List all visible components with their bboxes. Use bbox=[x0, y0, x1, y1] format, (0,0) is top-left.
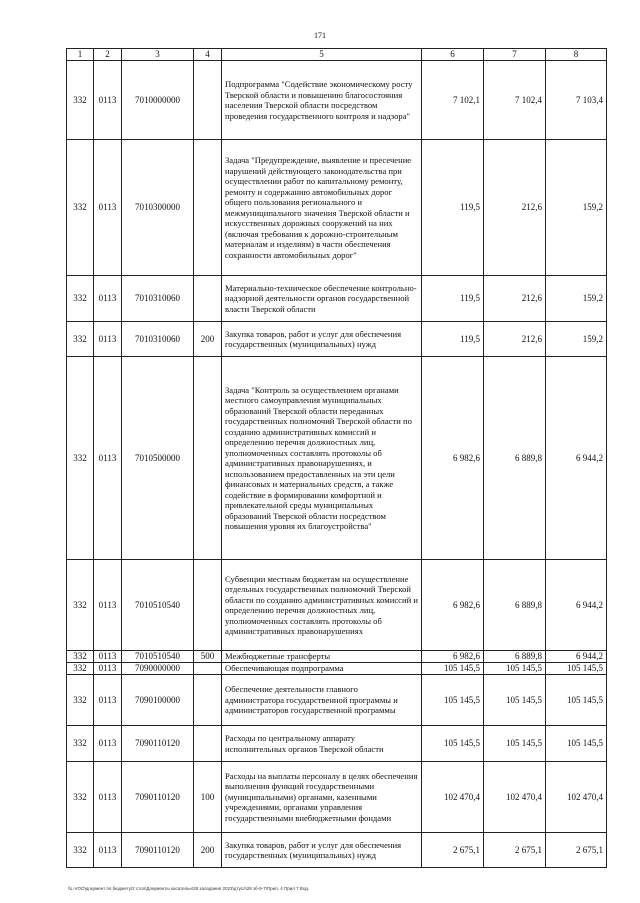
admin-code: 332 bbox=[67, 833, 94, 868]
amount-year-1: 105 145,5 bbox=[422, 675, 484, 726]
section-code: 0113 bbox=[94, 357, 122, 560]
admin-code: 332 bbox=[67, 675, 94, 726]
amount-year-3: 105 145,5 bbox=[546, 675, 607, 726]
amount-year-1: 105 145,5 bbox=[422, 663, 484, 675]
item-name: Субвенции местным бюджетам на осуществление отдельных государственных полномочий Тверской области по созданию административных комиссий и определению перечня должностных лиц, уполномоченных составлять протоколы об административных правонарушениях bbox=[222, 560, 422, 651]
amount-year-2: 212,6 bbox=[484, 140, 546, 276]
admin-code: 332 bbox=[67, 61, 94, 140]
column-number: 3 bbox=[122, 49, 194, 61]
page-number: 171 bbox=[314, 31, 326, 40]
amount-year-3: 6 944,2 bbox=[546, 357, 607, 560]
admin-code: 332 bbox=[67, 276, 94, 322]
section-code: 0113 bbox=[94, 663, 122, 675]
column-number: 2 bbox=[94, 49, 122, 61]
expense-type-code: 200 bbox=[194, 322, 222, 357]
amount-year-2: 212,6 bbox=[484, 322, 546, 357]
column-number: 7 bbox=[484, 49, 546, 61]
target-article-code: 7090100000 bbox=[122, 675, 194, 726]
section-code: 0113 bbox=[94, 276, 122, 322]
amount-year-1: 6 982,6 bbox=[422, 651, 484, 663]
section-code: 0113 bbox=[94, 762, 122, 833]
admin-code: 332 bbox=[67, 560, 94, 651]
target-article-code: 7010300000 bbox=[122, 140, 194, 276]
table-row bbox=[67, 762, 607, 833]
column-number: 5 bbox=[222, 49, 422, 61]
amount-year-2: 102 470,4 bbox=[484, 762, 546, 833]
expense-type-code bbox=[194, 663, 222, 675]
expense-type-code: 500 bbox=[194, 651, 222, 663]
section-code: 0113 bbox=[94, 833, 122, 868]
amount-year-1: 105 145,5 bbox=[422, 726, 484, 762]
item-name: Обеспечение деятельности главного администратора государственной программы и администраторов государственной программы bbox=[222, 675, 422, 726]
admin-code: 332 bbox=[67, 663, 94, 675]
amount-year-1: 7 102,1 bbox=[422, 61, 484, 140]
amount-year-3: 6 944,2 bbox=[546, 651, 607, 663]
section-code: 0113 bbox=[94, 140, 122, 276]
table-row bbox=[67, 663, 607, 675]
amount-year-1: 102 470,4 bbox=[422, 762, 484, 833]
expense-type-code bbox=[194, 357, 222, 560]
table-row bbox=[67, 651, 607, 663]
amount-year-2: 6 889,8 bbox=[484, 651, 546, 663]
target-article-code: 7010000000 bbox=[122, 61, 194, 140]
amount-year-2: 105 145,5 bbox=[484, 726, 546, 762]
section-code: 0113 bbox=[94, 726, 122, 762]
amount-year-3: 6 944,2 bbox=[546, 560, 607, 651]
amount-year-1: 119,5 bbox=[422, 140, 484, 276]
amount-year-1: 6 982,6 bbox=[422, 560, 484, 651]
amount-year-3: 105 145,5 bbox=[546, 663, 607, 675]
table-row bbox=[67, 560, 607, 651]
item-name: Задача "Контроль за осуществлением органами местного самоуправления муниципальных образований Тверской области переданных государственных полномочий Тверской области по созданию административных комиссий и определению перечня должностных лиц, уполномоченных составлять протоколы об административных правонарушениях, и использованием предоставленных на эти цели финансовых и материальных средств, а также содействие в формировании комфортной и привлекательной среды муниципальных образований Тверской области посредством повышения уровня их благоустройства" bbox=[222, 357, 422, 560]
item-name: Расходы по центральному аппарату исполнительных органов Тверской области bbox=[222, 726, 422, 762]
target-article-code: 7010310060 bbox=[122, 322, 194, 357]
target-article-code: 7090000000 bbox=[122, 663, 194, 675]
admin-code: 332 bbox=[67, 651, 94, 663]
expense-type-code: 100 bbox=[194, 762, 222, 833]
column-number: 6 bbox=[422, 49, 484, 61]
section-code: 0113 bbox=[94, 651, 122, 663]
expense-type-code bbox=[194, 675, 222, 726]
column-number: 1 bbox=[67, 49, 94, 61]
item-name: Расходы на выплаты персоналу в целях обеспечения выполнения функций государственными (муниципальными) органами, казенными учреждениями, органами управления государственными внебюджетными фондами bbox=[222, 762, 422, 833]
item-name: Задача "Предупреждение, выявление и пресечение нарушений действующего законодательства при осуществлении работ по капитальному ремонту, ремонту и содержанию автомобильных дорог общего пользования регионального и межмуниципального значения Тверской области и искусственных дорожных сооружений на них (включая требования к дорожно-строительным материалам и изделиям) в части обеспечения сохранности автомобильных дорог" bbox=[222, 140, 422, 276]
item-name: Закупка товаров, работ и услуг для обеспечения государственных (муниципальных) нужд bbox=[222, 833, 422, 868]
target-article-code: 7090110120 bbox=[122, 833, 194, 868]
item-name: Обеспечивающая подпрограмма bbox=[222, 663, 422, 675]
amount-year-2: 2 675,1 bbox=[484, 833, 546, 868]
admin-code: 332 bbox=[67, 726, 94, 762]
target-article-code: 7090110120 bbox=[122, 762, 194, 833]
target-article-code: 7090110120 bbox=[122, 726, 194, 762]
table-row bbox=[67, 61, 607, 140]
amount-year-3: 2 675,1 bbox=[546, 833, 607, 868]
table-row bbox=[67, 357, 607, 560]
amount-year-1: 2 675,1 bbox=[422, 833, 484, 868]
table-row bbox=[67, 833, 607, 868]
table-row bbox=[67, 675, 607, 726]
table-row bbox=[67, 276, 607, 322]
expense-type-code bbox=[194, 726, 222, 762]
item-name: Подпрограмма "Содействие экономическому росту Тверской области и повышению благосостояния населения Тверской области посредством проведения государственного контроля и надзора" bbox=[222, 61, 422, 140]
expense-type-code bbox=[194, 560, 222, 651]
column-number: 8 bbox=[546, 49, 607, 61]
amount-year-2: 105 145,5 bbox=[484, 663, 546, 675]
admin-code: 332 bbox=[67, 762, 94, 833]
budget-table bbox=[66, 48, 607, 868]
target-article-code: 7010510540 bbox=[122, 560, 194, 651]
item-name: Закупка товаров, работ и услуг для обеспечения государственных (муниципальных) нужд bbox=[222, 322, 422, 357]
target-article-code: 7010510540 bbox=[122, 651, 194, 663]
expense-type-code bbox=[194, 276, 222, 322]
amount-year-3: 159,2 bbox=[546, 140, 607, 276]
amount-year-2: 7 102,4 bbox=[484, 61, 546, 140]
amount-year-3: 105 145,5 bbox=[546, 726, 607, 762]
item-name: Материально-техническое обеспечение контрольно-надзорной деятельности органов государственной власти Тверской области bbox=[222, 276, 422, 322]
section-code: 0113 bbox=[94, 675, 122, 726]
admin-code: 332 bbox=[67, 357, 94, 560]
column-number-row bbox=[67, 49, 607, 61]
amount-year-3: 7 103,4 bbox=[546, 61, 607, 140]
column-number: 4 bbox=[194, 49, 222, 61]
admin-code: 332 bbox=[67, 322, 94, 357]
amount-year-3: 102 470,4 bbox=[546, 762, 607, 833]
section-code: 0113 bbox=[94, 322, 122, 357]
section-code: 0113 bbox=[94, 560, 122, 651]
section-code: 0113 bbox=[94, 61, 122, 140]
item-name: Межбюджетные трансферты bbox=[222, 651, 422, 663]
target-article-code: 7010310060 bbox=[122, 276, 194, 322]
amount-year-2: 212,6 bbox=[484, 276, 546, 322]
amount-year-1: 119,5 bbox=[422, 322, 484, 357]
table-row bbox=[67, 140, 607, 276]
amount-year-2: 105 145,5 bbox=[484, 675, 546, 726]
expense-type-code: 200 bbox=[194, 833, 222, 868]
expense-type-code bbox=[194, 61, 222, 140]
table-row bbox=[67, 726, 607, 762]
amount-year-1: 119,5 bbox=[422, 276, 484, 322]
table-row bbox=[67, 322, 607, 357]
expense-type-code bbox=[194, 140, 222, 276]
amount-year-3: 159,2 bbox=[546, 322, 607, 357]
amount-year-1: 6 982,6 bbox=[422, 357, 484, 560]
admin-code: 332 bbox=[67, 140, 94, 276]
target-article-code: 7010500000 bbox=[122, 357, 194, 560]
amount-year-2: 6 889,8 bbox=[484, 357, 546, 560]
footer-file-path: \\L-VOO\документ по бюджету\2 стол\Документы касательн\28 заседания 2023\дтусл\28 зб-9-7\Прил. 4 Прил 7 Вод. bbox=[68, 886, 310, 891]
amount-year-3: 159,2 bbox=[546, 276, 607, 322]
amount-year-2: 6 889,8 bbox=[484, 560, 546, 651]
